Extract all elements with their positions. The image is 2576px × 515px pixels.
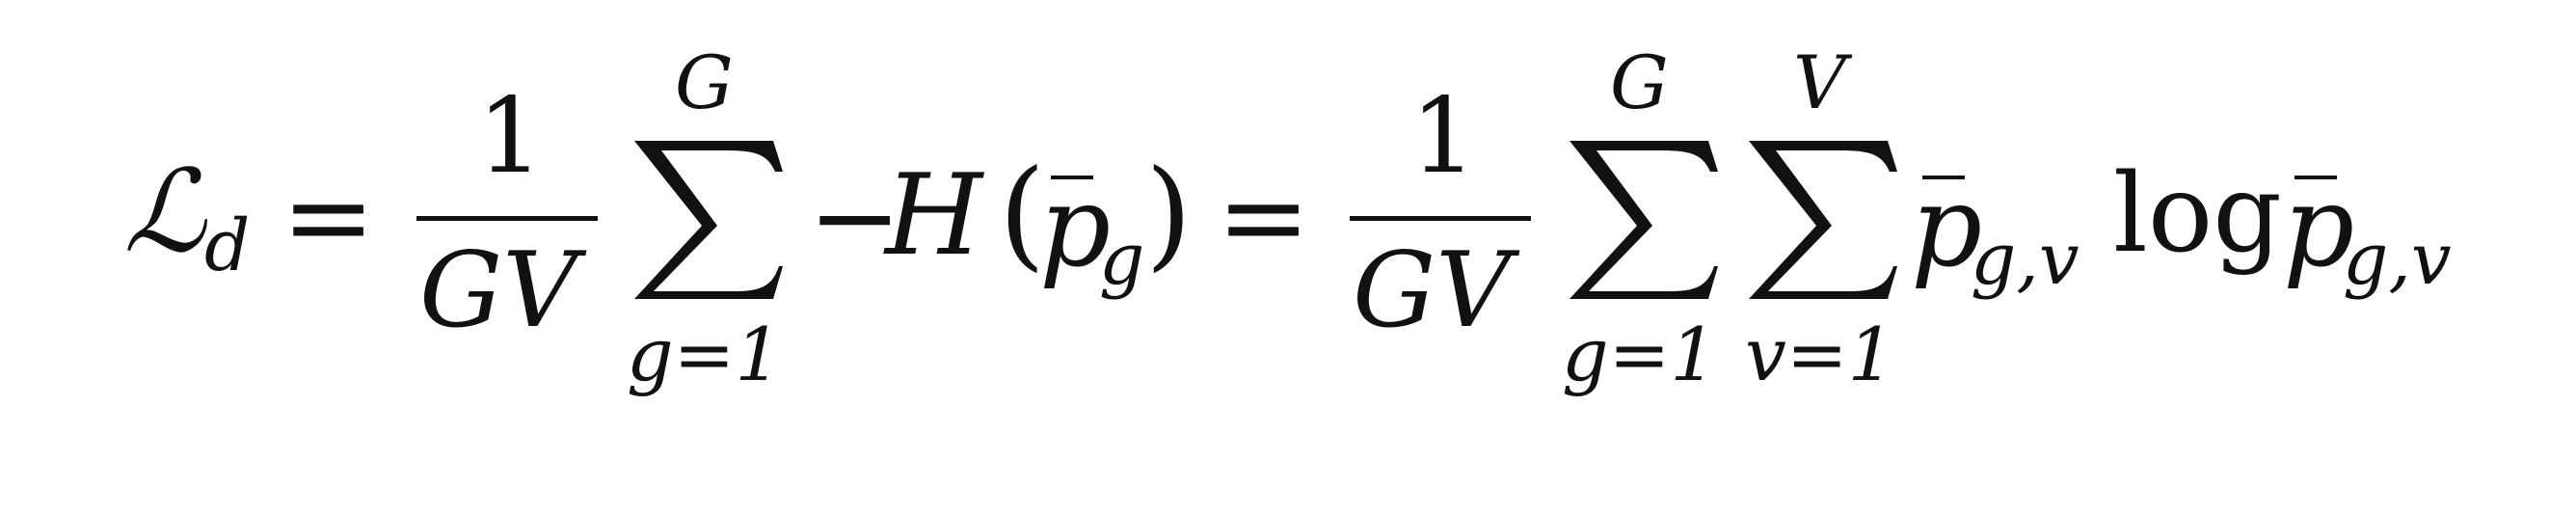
sum-3-upper: V [1793,40,1846,125]
fraction-2-bar [1350,216,1531,221]
loss-subscript: d [204,204,251,287]
sum-1-sigma-icon [629,137,783,301]
minus-sign: − [808,152,902,283]
fraction-2-numerator: 1 [1410,76,1477,197]
fraction-2-denominator: GV [1353,230,1512,351]
sum-3-lower: v=1 [1745,312,1894,397]
p-subscript-1: g [1099,218,1145,301]
sum-2-lower: g=1 [1562,312,1717,397]
fraction-1-denominator: GV [419,230,578,351]
log-operator: log [2113,151,2282,277]
equals-sign-1: = [282,152,376,283]
loss-symbol: ℒ [123,145,205,278]
sum-2-sigma-icon [1564,137,1718,301]
open-paren: ( [999,145,1046,284]
fraction-1-numerator: 1 [477,76,544,197]
sum-2-upper: G [1610,40,1669,125]
close-paren: ) [1145,145,1193,284]
p-symbol-2: p [1911,162,1983,292]
equals-sign-2: = [1217,152,1311,283]
sum-1-upper: G [675,40,734,125]
p-subscript-2: g,v [1971,218,2080,301]
sum-1-lower: g=1 [627,312,782,397]
entropy-symbol: H [885,150,983,281]
sum-3-sigma-icon [1743,137,1897,301]
p-subscript-3: g,v [2343,218,2452,301]
p-symbol-3: p [2283,162,2355,292]
fraction-1-bar [416,216,598,221]
p-symbol-1: p [1039,162,1112,292]
